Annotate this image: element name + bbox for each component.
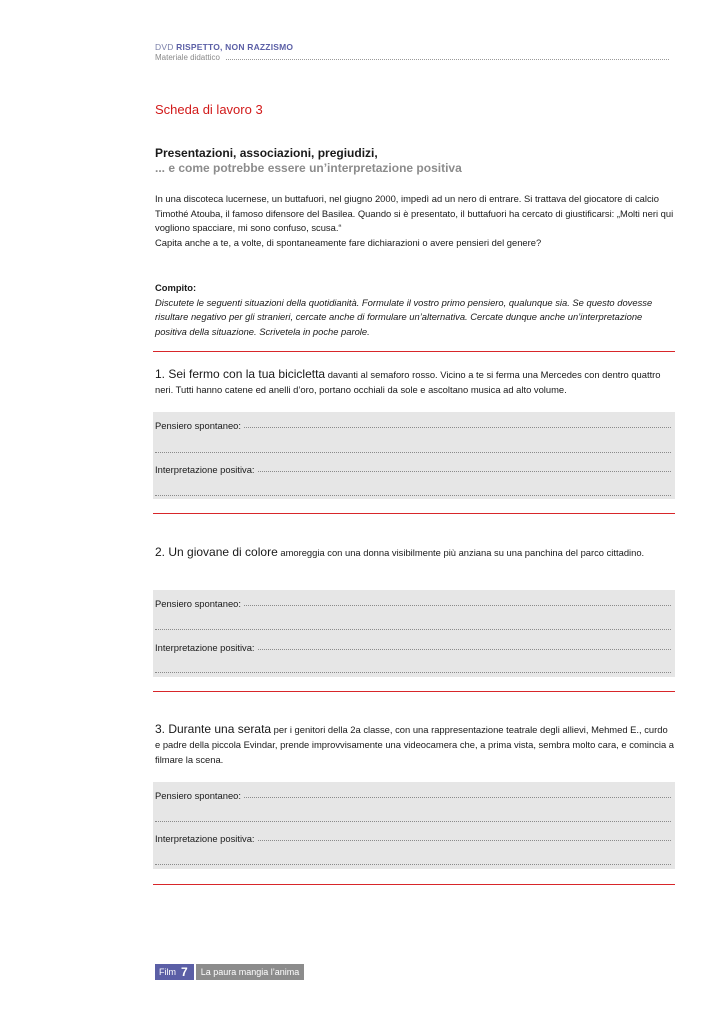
answer-line[interactable] [155, 495, 671, 496]
spontaneous-label: Pensiero spontaneo: [155, 598, 242, 609]
situation-2-answer-box [153, 590, 675, 677]
header-series-title: RISPETTO, NON RAZZISMO [176, 42, 294, 52]
positive-label: Interpretazione positiva: [155, 833, 255, 844]
situation-3-answer-box [153, 782, 675, 869]
header-prefix: DVD [155, 42, 174, 52]
answer-line[interactable] [258, 471, 671, 472]
answer-line[interactable] [155, 629, 671, 630]
title-main: Presentazioni, associazioni, pregiudizi, [155, 146, 378, 160]
divider-rule [153, 691, 675, 692]
header-series [155, 42, 669, 52]
page-title [155, 146, 675, 175]
situation-1-text [155, 367, 675, 397]
situation-1-positive-field[interactable] [155, 464, 671, 475]
situation-2-spontaneous-field[interactable] [155, 598, 671, 609]
answer-line[interactable] [244, 797, 671, 798]
footer-film-badge [155, 964, 194, 980]
answer-line[interactable] [155, 452, 671, 453]
page-footer [155, 964, 304, 980]
situation-2-lead: 2. Un giovane di colore [155, 545, 278, 559]
answer-line[interactable] [258, 649, 671, 650]
document-header [155, 42, 669, 62]
intro-question: Capita anche a te, a volte, di spontaneamente fare dichiarazioni o avere pensieri del genere? [155, 236, 542, 248]
situation-2-positive-field[interactable] [155, 642, 671, 653]
situation-1-lead: 1. Sei fermo con la tua bicicletta [155, 367, 326, 381]
footer-film-title: La paura mangia l’anima [196, 964, 305, 980]
spontaneous-label: Pensiero spontaneo: [155, 790, 242, 801]
situation-1-spontaneous-field[interactable] [155, 420, 671, 431]
situation-3-body: per i genitori della 2a classe, con una rappresentazione teatrale degli allievi, Mehmed E., curdo e padre della piccola Evindar, prende improvvisamente una videocamera che, a prima vista, sembra molto cara, e comincia a filmare la scena. [155, 724, 675, 765]
situation-2-body: amoreggia con una donna visibilmente più anziana su una panchina del parco cittadino. [277, 547, 645, 558]
answer-line[interactable] [155, 672, 671, 673]
intro-text [155, 192, 675, 250]
divider-rule [153, 351, 675, 352]
divider-rule [153, 884, 675, 885]
positive-label: Interpretazione positiva: [155, 464, 255, 475]
situation-3-spontaneous-field[interactable] [155, 790, 671, 801]
situation-3-text [155, 722, 675, 767]
header-subtitle-row [155, 53, 669, 62]
answer-line[interactable] [155, 821, 671, 822]
answer-line[interactable] [244, 605, 671, 606]
task-text: Discutete le seguenti situazioni della quotidianità. Formulate il vostro primo pensiero, qualunque sia. Se questo dovesse risultare negativo per gli stranieri, cercate anche di formulare un’alternativa. Cercate dunque anche un’interpretazione positiva della situazione. Scrivetela in poche parole. [155, 296, 653, 337]
answer-line[interactable] [155, 864, 671, 865]
situation-3-positive-field[interactable] [155, 833, 671, 844]
task-block [155, 281, 675, 339]
worksheet-label: Scheda di lavoro 3 [155, 102, 263, 117]
header-subtitle: Materiale didattico [155, 53, 220, 62]
situation-1-body: davanti al semaforo rosso. Vicino a te si ferma una Mercedes con dentro quattro neri. Tutti hanno catene ed anelli d’oro, portano occhiali da sole e ascoltano musica ad alto volume. [155, 369, 661, 395]
header-dotted-rule [226, 59, 669, 60]
spontaneous-label: Pensiero spontaneo: [155, 420, 242, 431]
situation-2-text [155, 545, 675, 560]
title-subtitle: ... e come potrebbe essere un’interpretazione positiva [155, 161, 462, 175]
answer-line[interactable] [244, 427, 671, 428]
intro-paragraph: In una discoteca lucernese, un buttafuori, nel giugno 2000, impedì ad un nero di entrare. Si trattava del giocatore di calcio Timothé Atouba, il famoso difensore del Basilea. Quando si è presentato, il buttafuori ha cercato di giustificarsi: „Molti neri qui vogliono spacciare, mi sono confuso, scusa.“ [155, 193, 674, 234]
situation-1-answer-box [153, 412, 675, 499]
footer-film-number: 7 [181, 965, 188, 979]
situation-3-lead: 3. Durante una serata [155, 722, 272, 736]
task-label: Compito: [155, 282, 197, 293]
footer-film-label: Film [159, 967, 176, 977]
positive-label: Interpretazione positiva: [155, 642, 255, 653]
divider-rule [153, 513, 675, 514]
answer-line[interactable] [258, 840, 671, 841]
